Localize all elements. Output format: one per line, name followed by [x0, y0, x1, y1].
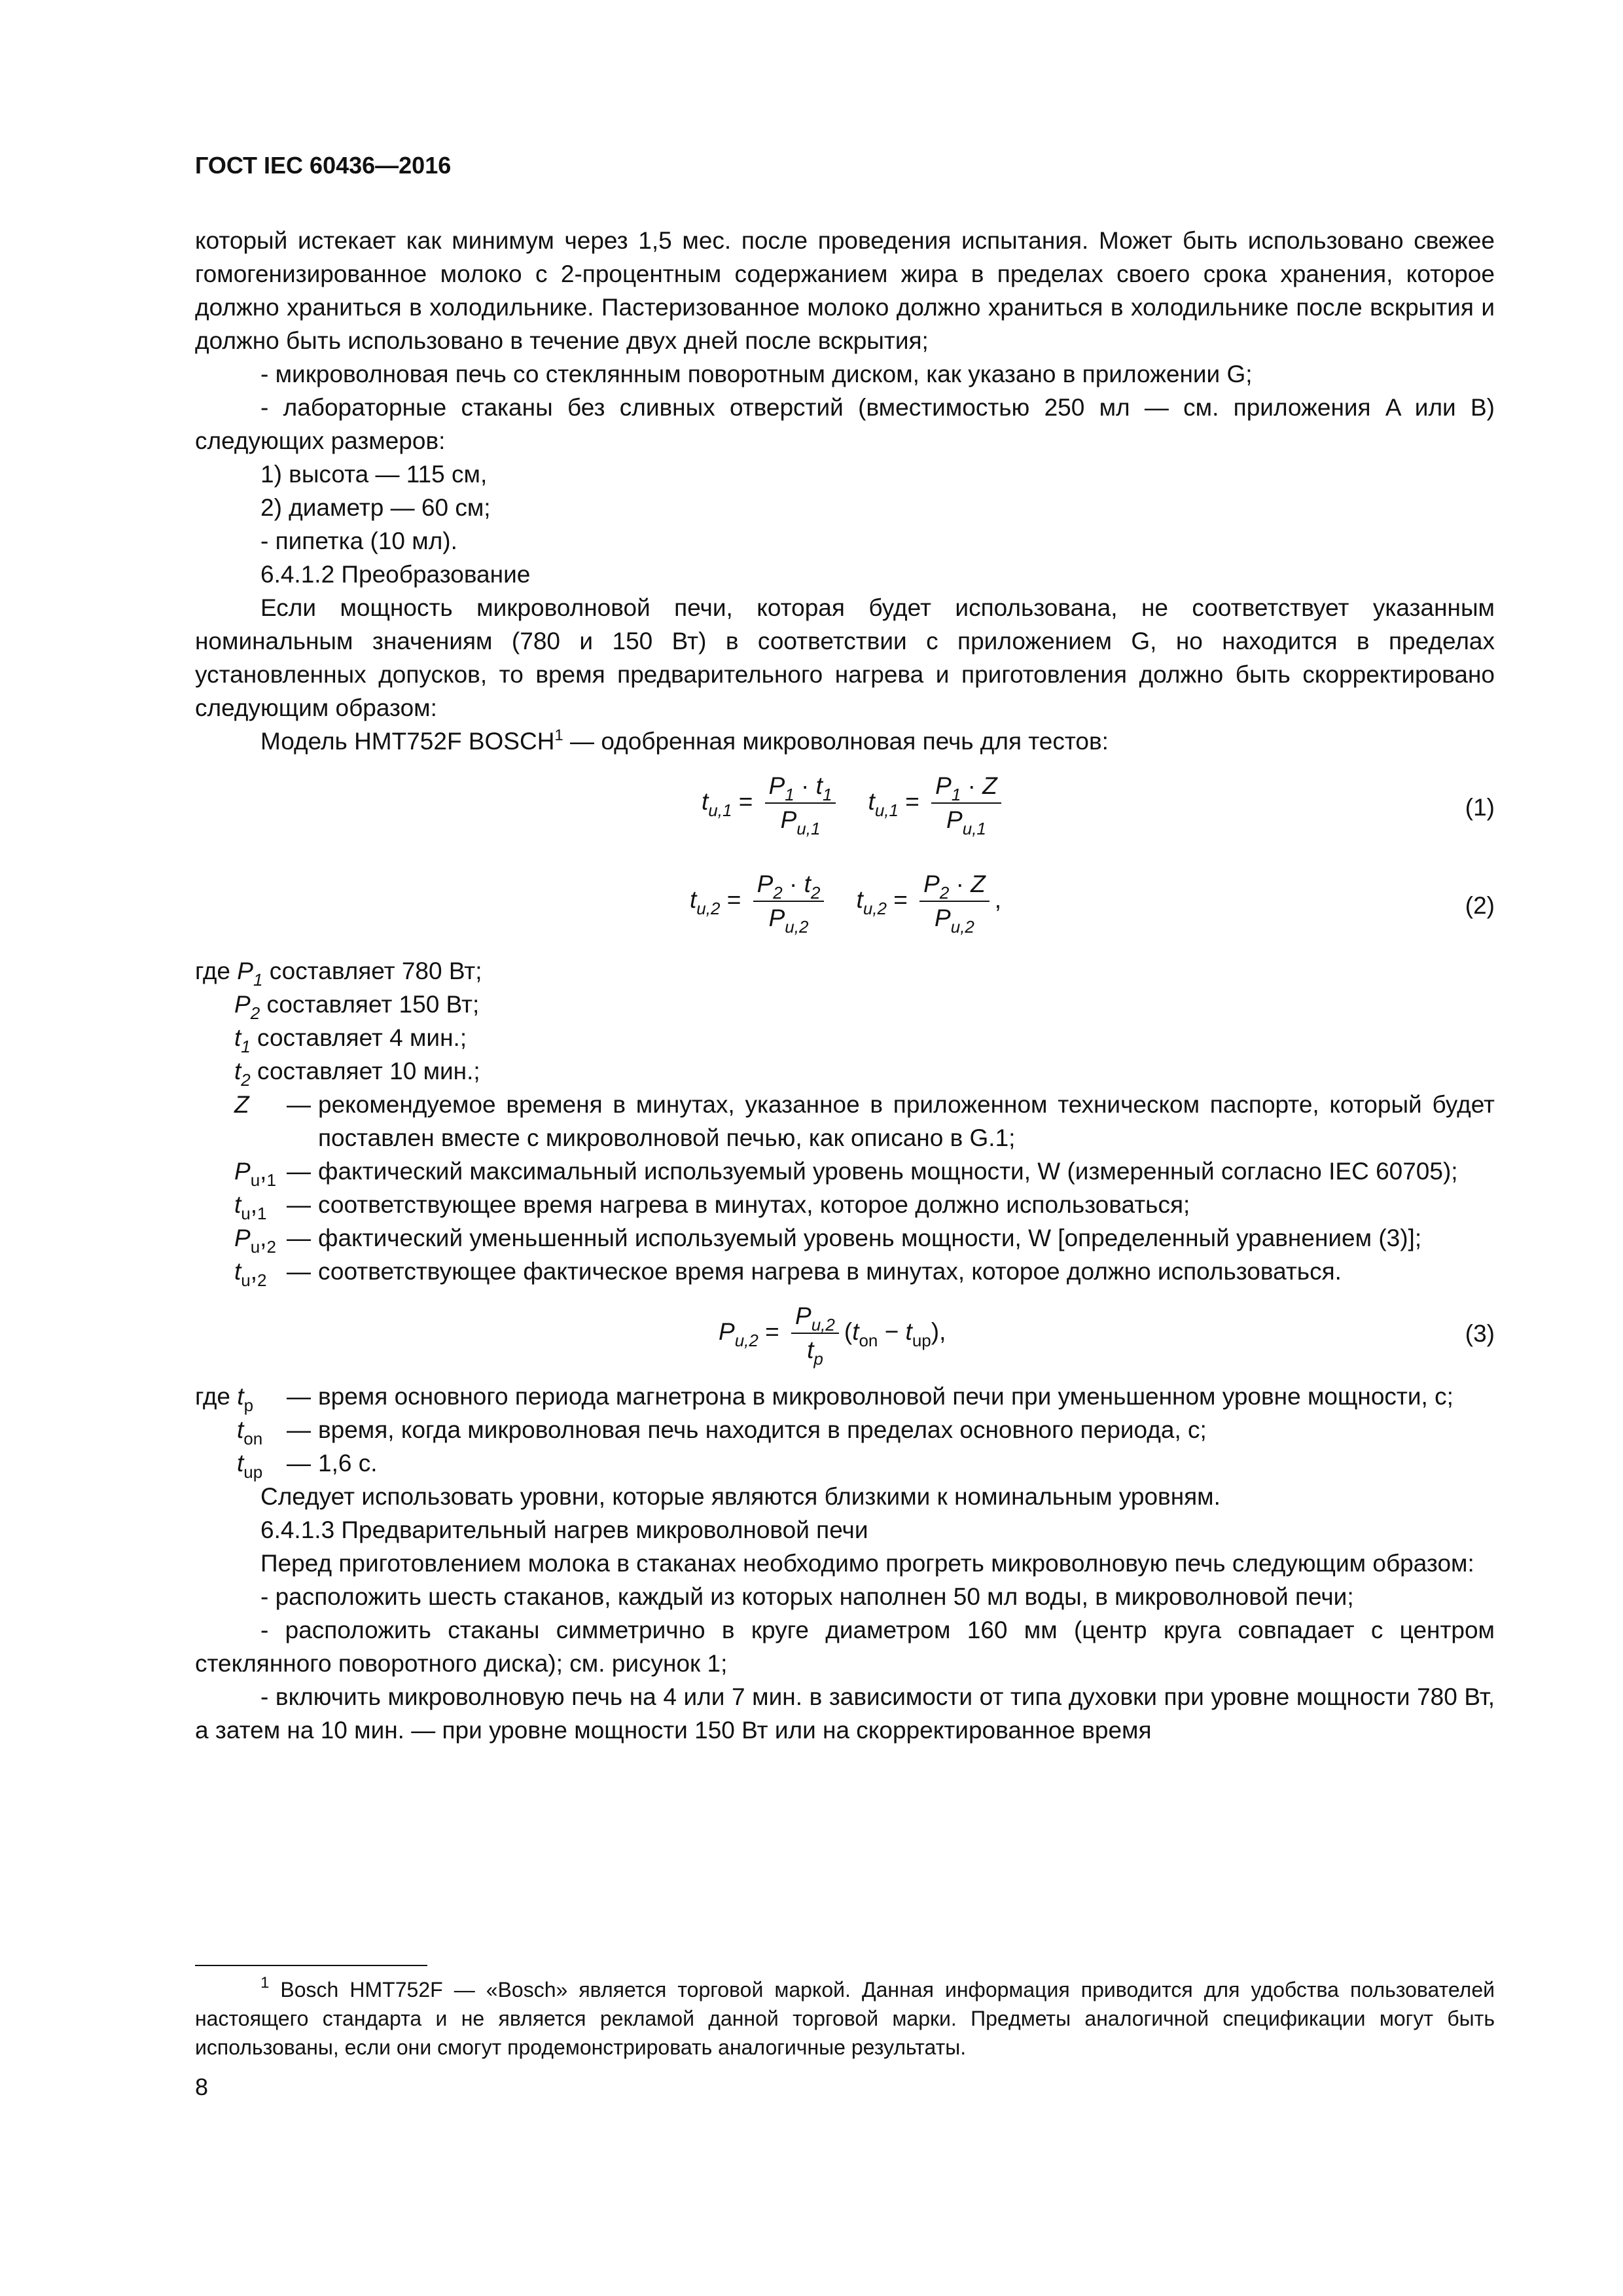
model-text-rest: — одобренная микроволновая печь для тестов:: [563, 728, 1109, 755]
list-item-symmetric: - расположить стаканы симметрично в круге диаметром 160 мм (центр круга совпадает с центром стеклянного поворотного диска); см. рисунок 1;: [195, 1617, 1495, 1677]
def-p1: составляет 780 Вт;: [269, 958, 482, 984]
def-row-t2: $t_2$ составляет 10 мин.;: [195, 1054, 1495, 1088]
def-row-p1: где $P_1$ составляет 780 Вт;: [195, 954, 1495, 988]
def-t1: составляет 4 мин.;: [257, 1024, 467, 1051]
formula-3: [195, 1288, 1495, 1380]
def-ton: время, когда микроволновая печь находится в пределах основного периода, с;: [318, 1416, 1207, 1443]
formula-1-number: (1): [1465, 794, 1495, 821]
page-number: 8: [195, 2073, 209, 2100]
formula-2: [195, 856, 1495, 954]
formula-1-expression: $t_{u,1}$ = $\frac{P_1 \cdot t_1}{P_{u,1}}$ $t_{u,1}$ = $\frac{P_1 \cdot Z}{P_{u,1}}$: [702, 770, 1007, 836]
def-row-pu2: $P_u,_2$ — фактический уменьшенный используемый уровень мощности, W [определенный уравнением (3)];: [195, 1221, 1495, 1255]
list-item-diameter: 2) диаметр — 60 см;: [260, 494, 491, 521]
paragraph-recommendation: Следует использовать уровни, которые являются близкими к номинальным уровням.: [260, 1483, 1221, 1510]
list-item-height: 1) высота — 115 см,: [260, 461, 488, 488]
paragraph-preheat: Перед приготовлением молока в стаканах необходимо прогреть микроволновую печь следующим образом:: [260, 1550, 1474, 1577]
def-row-pu1: $P_u,_1$ — фактический максимальный используемый уровень мощности, W (измеренный согласно IEC 60705);: [195, 1155, 1495, 1188]
footnote: [195, 1975, 1495, 2062]
def-tp: время основного периода магнетрона в микроволновой печи при уменьшенном уровне мощности, с;: [318, 1383, 1454, 1410]
formula-1: [195, 758, 1495, 856]
footnote-ref: 1: [554, 726, 563, 744]
footnote-text: Bosch HMT752F — «Bosch» является торговой маркой. Данная информация приводится для удобства пользователей настоящего стандарта и не является рекламой данной торговой марки. Предметы аналогичной спецификации могут быть использованы, если они смогут продемонстрировать аналогичные результаты.: [195, 1978, 1495, 2059]
def-z: рекомендуемое временя в минутах, указанное в приложенном техническом паспорте, который будет поставлен вместе с микроволновой печью, как описано в G.1;: [318, 1091, 1495, 1151]
paragraph-conversion: Если мощность микроволновой печи, которая будет использована, не соответствует указанным номинальным значениям (780 и 150 Вт) в соответствии с приложением G, но находится в пределах установленных допусков, то время предварительного нагрева и приготовления должно быть скорректировано следующим образом:: [195, 594, 1495, 721]
body-text: [195, 224, 1495, 1747]
definitions-list-2: [195, 1380, 1495, 1480]
model-text: Модель HMT752F BOSCH: [260, 728, 555, 755]
section-heading-6-4-1-2: 6.4.1.2 Преобразование: [260, 561, 531, 588]
def-pu2: фактический уменьшенный используемый уровень мощности, W [определенный уравнением (3)];: [318, 1225, 1422, 1251]
def-tu1: соответствующее время нагрева в минутах, которое должно использоваться;: [318, 1191, 1190, 1218]
def-row-ton: $t_{on}$ — время, когда микроволновая печь находится в пределах основного периода, с;: [195, 1413, 1495, 1446]
def-t2: составляет 10 мин.;: [257, 1058, 480, 1085]
def-p2: составляет 150 Вт;: [266, 991, 480, 1018]
list-item-switch-on: - включить микроволновую печь на 4 или 7 мин. в зависимости от типа духовки при уровне мощности 780 Вт, а затем на 10 мин. — при уровне мощности 150 Вт или на скорректированное время: [195, 1683, 1495, 1744]
list-item-pipette: - пипетка (10 мл).: [260, 528, 457, 554]
def-row-tu1: $t_u,_1$ — соответствующее время нагрева в минутах, которое должно использоваться;: [195, 1188, 1495, 1221]
def-row-tup: $t_{up}$ — 1,6 с.: [195, 1446, 1495, 1480]
where-label-2: где: [195, 1383, 231, 1410]
where-label: где: [195, 958, 231, 984]
def-tup: 1,6 с.: [318, 1450, 378, 1477]
formula-2-expression: $t_{u,2}$ = $\frac{P_2 \cdot t_2}{P_{u,2}}$ $t_{u,2}$ = $\frac{P_2 \cdot Z}{P_{u,2}}$ ,: [690, 868, 1001, 935]
list-item-microwave: - микроволновая печь со стеклянным поворотным диском, как указано в приложении G;: [260, 361, 1253, 387]
paragraph-milk: который истекает как минимум через 1,5 мес. после проведения испытания. Может быть использовано свежее гомогенизированное молоко с 2-процентным содержанием жира в пределах своего срока хранения, которое должно храниться в холодильнике. Пастеризованное молоко должно храниться в холодильнике после вскрытия и должно быть использовано в течение двух дней после вскрытия;: [195, 227, 1495, 354]
paragraph-model: [195, 725, 1495, 758]
footnote-divider: [195, 1965, 427, 1966]
list-item-beakers: - лабораторные стаканы без сливных отверстий (вместимостью 250 мл — см. приложения A или B) следующих размеров:: [195, 394, 1495, 454]
def-row-z: Z — рекомендуемое временя в минутах, указанное в приложенном техническом паспорте, который будет поставлен вместе с микроволновой печью, как описано в G.1;: [195, 1088, 1495, 1155]
def-row-t1: $t_1$ составляет 4 мин.;: [195, 1021, 1495, 1054]
definitions-list-1: [195, 954, 1495, 1288]
document-header: ГОСТ IEC 60436—2016: [195, 152, 452, 179]
def-row-tu2: $t_u,_2$ — соответствующее фактическое время нагрева в минутах, которое должно использоваться.: [195, 1255, 1495, 1288]
def-pu1: фактический максимальный используемый уровень мощности, W (измеренный согласно IEC 60705);: [318, 1158, 1458, 1185]
def-row-p2: $P_2$ составляет 150 Вт;: [195, 988, 1495, 1021]
list-item-six-beakers: - расположить шесть стаканов, каждый из которых наполнен 50 мл воды, в микроволновой печи;: [260, 1583, 1354, 1610]
footnote-mark: 1: [260, 1974, 270, 1992]
formula-2-number: (2): [1465, 892, 1495, 919]
def-row-tp: где $t_p$ — время основного периода магнетрона в микроволновой печи при уменьшенном уровне мощности, с;: [195, 1380, 1495, 1413]
formula-3-number: (3): [1465, 1320, 1495, 1347]
formula-3-expression: $P_{u,2}$ = $\frac{P_{u,2}}{t_p}$ $(t_{on} - t_{up})$,: [719, 1300, 946, 1367]
section-heading-6-4-1-3: 6.4.1.3 Предварительный нагрев микроволновой печи: [260, 1516, 868, 1543]
def-tu2: соответствующее фактическое время нагрева в минутах, которое должно использоваться.: [318, 1258, 1342, 1285]
